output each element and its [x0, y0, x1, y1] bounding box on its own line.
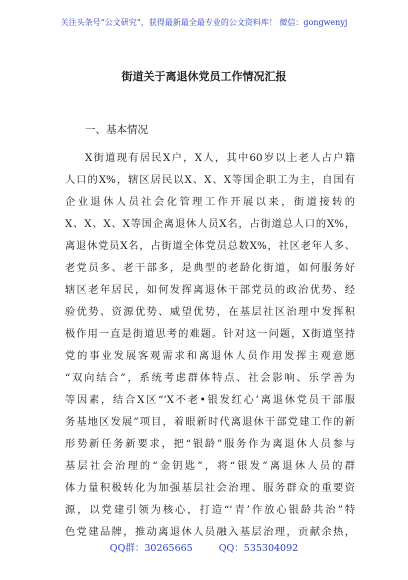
body-line: 基层社会治理的“金钥匙”，将“银发”离退休人员的群: [65, 461, 355, 472]
body-line: 极作用一直是街道思考的难题。针对这一问题，X街道坚持: [65, 329, 355, 340]
body-line: 源，以党建引领为核心，打造“‘青’作放心银龄共治”特: [65, 505, 355, 516]
body-line: 验优势、资源优势、威望优势，在基层社区治理中发挥积: [65, 307, 355, 318]
body-line: X街道现有居民X户，X人，其中60岁以上老人占户籍: [85, 153, 355, 164]
body-text: [65, 148, 355, 544]
body-line: X、X、X、X等国企离退休人员X名，占街道总人口的X%，: [65, 219, 355, 230]
footer-qq-group: QQ群：30265665: [109, 543, 193, 554]
body-line: 形势新任务新要求，把“银龄”服务作为离退休人员参与: [65, 439, 355, 450]
body-line: 体力量积极转化为加强基层社会治理、服务群众的重要资: [65, 483, 355, 494]
body-line: “双向结合”，系统考虑群体特点、社会影响、乐学善为: [65, 373, 355, 384]
footer-contact: [0, 540, 408, 554]
body-line: 企业退休人员社会化管理工作开展以来，街道接转的: [65, 197, 355, 208]
body-line: 离退休党员X名，占街道全体党员总数X%，社区老年人多、: [65, 241, 355, 252]
header-banner: 关注头条号“公文研究”，获得最新最全最专业的公文资料库！ 微信：gongwenyj: [60, 18, 348, 27]
body-line: 老党员多、老干部多，是典型的老龄化街道，如何服务好: [65, 263, 355, 274]
body-line: 等因素，结合X区“‘X不老•银发红心’离退休党员干部服: [65, 395, 355, 406]
document-title: 街道关于离退休党员工作情况汇报: [121, 70, 287, 83]
body-line: 辖区老年居民，如何发挥离退休干部党员的政治优势、经: [65, 285, 355, 296]
footer-qq: QQ：535304092: [218, 543, 299, 554]
body-line: 务基地区发展”项目，着眼新时代离退休干部党建工作的新: [65, 417, 355, 428]
body-line: 色党建品牌，推动离退休人员融入基层治理，贡献余热，: [65, 527, 355, 538]
section-heading: 一、基本情况: [85, 124, 148, 136]
body-line: 党的事业发展客观需求和离退休人员作用发挥主观意愿: [65, 351, 355, 362]
body-line: 人口的X%，辖区居民以X、X、X等国企职工为主，自国有: [65, 175, 355, 186]
